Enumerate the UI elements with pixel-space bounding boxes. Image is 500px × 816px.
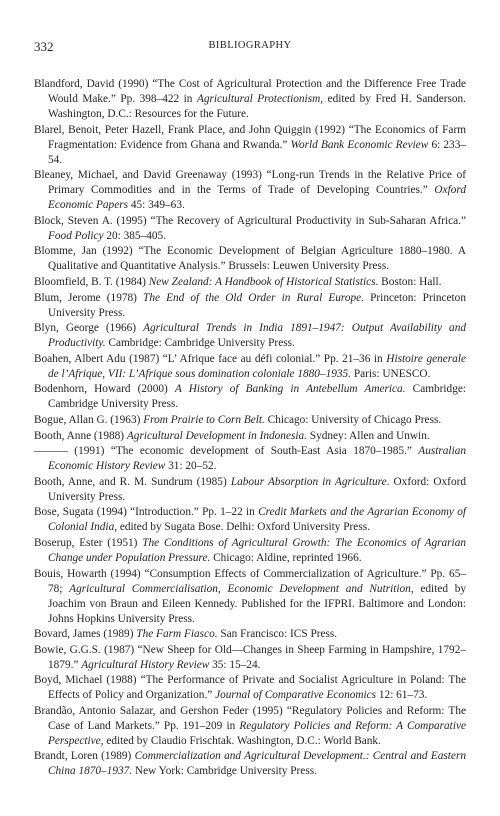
entry-text: Blyn, George (1966) (34, 322, 144, 335)
entry-title-italic: Oxford Economic Papers (48, 184, 466, 212)
entry-text: . Oxford: Oxford University Press. (48, 475, 466, 503)
entry-title-italic: Agricultural Protectionism (196, 93, 321, 105)
bibliography-entry (34, 168, 466, 213)
entry-text: Booth, Anne (1988) (34, 429, 127, 442)
entry-text: ——— (1991) “The economic development of South-East Asia 1870–1985.” (34, 445, 419, 458)
page-header (34, 39, 466, 59)
entry-text: New York: Cambridge University Press. (132, 765, 317, 778)
bibliography-list (34, 77, 466, 780)
entry-text: 35: 15–24. (209, 658, 261, 671)
entry-title-italic: Labour Absorption in Agriculture (230, 475, 387, 488)
bibliography-entry (34, 382, 466, 412)
entry-text: Booth, Anne, and R. M. Sundrum (1985) (34, 475, 231, 488)
entry-title-italic: Credit Markets and the Agrarian Economy of Colonial India (48, 506, 467, 534)
entry-text: 31: 20–52. (165, 460, 217, 473)
entry-text: Bouis, Howarth (1994) “Consumption Effects of Commercialization of Agriculture.” Pp. 65–78; (34, 567, 466, 595)
entry-title-italic: Food Policy (48, 229, 104, 242)
entry-title-italic: The Conditions of Agricultural Growth: The Economics of Agrarian Change under Population Pressure. (48, 536, 466, 564)
bibliography-entry (34, 275, 466, 290)
entry-text: San Francisco: ICS Press. (217, 628, 338, 641)
entry-text: Bose, Sugata (1994) “Introduction.” Pp. 1–22 in (34, 506, 259, 519)
page-number: 332 (34, 39, 54, 54)
entry-text: , edited by Joachim von Braun and Eileen Kennedy. Published for the IFPRI. Baltimore and London: Johns Hopkins University Press. (48, 582, 467, 625)
entry-text: Boyd, Michael (1988) “The Performance of Private and Socialist Agriculture in Poland: The Effects of Policy and Organization.” (34, 674, 466, 702)
entry-text: Blum, Jerome (1978) (34, 291, 144, 304)
running-head: BIBLIOGRAPHY (208, 40, 292, 51)
entry-text: Brandão, Antonio Salazar, and Gershon Feder (1995) “Regulatory Policies and Reform: The Case of Land Markets.” Pp. 191–209 in (34, 704, 466, 732)
entry-title-italic: The End of the Old Order in Rural Europe. (143, 291, 365, 304)
entry-text: 20: 385–405. (103, 229, 166, 242)
bibliography-entry (34, 244, 466, 274)
bibliography-entry (34, 77, 466, 122)
entry-text: Boahen, Albert Adu (1987) “L’ Afrique face au défi colonial.” Pp. 21–36 in (34, 352, 387, 365)
entry-text: Blomme, Jan (1992) “The Economic Development of Belgian Agriculture 1880–1980. A Qualitative and Quantitative Analysis.” Brussels: Leuwen University Press. (34, 245, 466, 273)
bibliography-entry (34, 352, 466, 382)
entry-text: Bovard, James (1989) (34, 628, 137, 641)
entry-title-italic: Regulatory Policies and Reform: A Comparative Perspective (48, 719, 466, 747)
bibliography-entry (34, 643, 466, 673)
entry-text: Blandford, David (1990) “The Cost of Agricultural Protection and the Difference Free Trade Would Make.” Pp. 398–422 in (34, 78, 466, 105)
entry-text: Bloomfield, B. T. (1984) (34, 275, 149, 288)
entry-title-italic: Histoire generale de l’Afrique, VII: L’Afrique sous domination coloniale 1880–1935. (48, 352, 466, 380)
entry-text: Paris: UNESCO. (351, 367, 431, 380)
entry-text: 45: 349–63. (128, 199, 185, 212)
entry-title-italic: Agricultural History Review (81, 658, 210, 671)
entry-title-italic: From Prairie to Corn Belt. (143, 413, 265, 426)
entry-text: Cambridge: Cambridge University Press. (48, 383, 466, 411)
bibliography-entry (34, 123, 466, 168)
entry-text: Princeton: Princeton University Press. (48, 291, 466, 319)
entry-text: Bodenhorn, Howard (2000) (34, 383, 175, 396)
entry-title-italic: The Farm Fiasco. (136, 628, 218, 641)
entry-title-italic: New Zealand: A Handbook of Historical Statistics (148, 275, 376, 288)
entry-title-italic: Agricultural Development in Indonesia. (126, 429, 307, 442)
bibliography-entry (34, 321, 466, 351)
entry-text: Sydney: Allen and Unwin. (306, 429, 430, 442)
bibliography-entry (34, 673, 466, 703)
entry-title-italic: World Bank Economic Review (290, 138, 429, 151)
entry-text: Bleaney, Michael, and David Greenaway (1993) “Long-run Trends in the Relative Price of Primary Commodities and in the Terms of Trade of Developing Countries.” (34, 169, 466, 197)
entry-title-italic: Journal of Comparative Economics (215, 689, 377, 702)
bibliography-entry (34, 567, 466, 627)
entry-text: . Boston: Hall. (375, 275, 442, 288)
bibliography-entry (34, 444, 466, 474)
entry-text: Bowie, G.G.S. (1987) “New Sheep for Old—Changes in Sheep Farming in Hampshire, 1792–1879.” (34, 643, 466, 671)
entry-text: Block, Steven A. (1995) “The Recovery of Agricultural Productivity in Sub-Saharan Africa.” (34, 214, 466, 227)
entry-text: Chicago: Aldine, reprinted 1966. (210, 551, 362, 564)
entry-text: , edited by Claudio Frischtak. Washington, D.C.: World Bank. (100, 734, 381, 747)
bibliography-entry (34, 475, 466, 505)
bibliography-entry (34, 704, 466, 749)
entry-text: Bogue, Allan G. (1963) (34, 413, 144, 426)
entry-title-italic: Agricultural Trends in India 1891–1947: Output Availability and Productivity. (48, 322, 466, 350)
bibliography-entry (34, 627, 466, 642)
bibliography-entry (34, 214, 466, 244)
entry-text: Brandt, Loren (1989) (34, 750, 135, 763)
entry-title-italic: Australian Economic History Review (48, 445, 466, 473)
entry-text: 6: 233–54. (48, 138, 466, 166)
bibliography-entry (34, 749, 466, 779)
entry-title-italic: Commercialization and Agricultural Development.: Central and Eastern China 1870–1937. (48, 750, 466, 778)
bibliography-entry (34, 291, 466, 321)
entry-text: 12: 61–73. (376, 689, 428, 702)
bibliography-entry (34, 429, 466, 444)
entry-title-italic: A History of Banking in Antebellum America. (174, 383, 406, 396)
entry-text: Blarel, Benoit, Peter Hazell, Frank Place, and John Quiggin (1992) “The Economics of Farm Fragmentation: Evidence from Ghana and Rwanda.” (34, 123, 466, 151)
entry-text: , edited by Fred H. Sanderson. Washington, D.C.: Resources for the Future. (48, 93, 467, 120)
entry-text: Cambridge: Cambridge University Press. (105, 337, 295, 350)
entry-text: , edited by Sugata Bose. Delhi: Oxford University Press. (114, 521, 370, 534)
bibliography-entry (34, 413, 466, 428)
entry-title-italic: Agricultural Commercialisation, Economic Development and Nutrition (69, 582, 411, 595)
bibliography-entry (34, 505, 466, 535)
entry-text: Boserup, Ester (1951) (34, 536, 143, 549)
entry-text: Chicago: University of Chicago Press. (264, 413, 442, 426)
bibliography-entry (34, 536, 466, 566)
